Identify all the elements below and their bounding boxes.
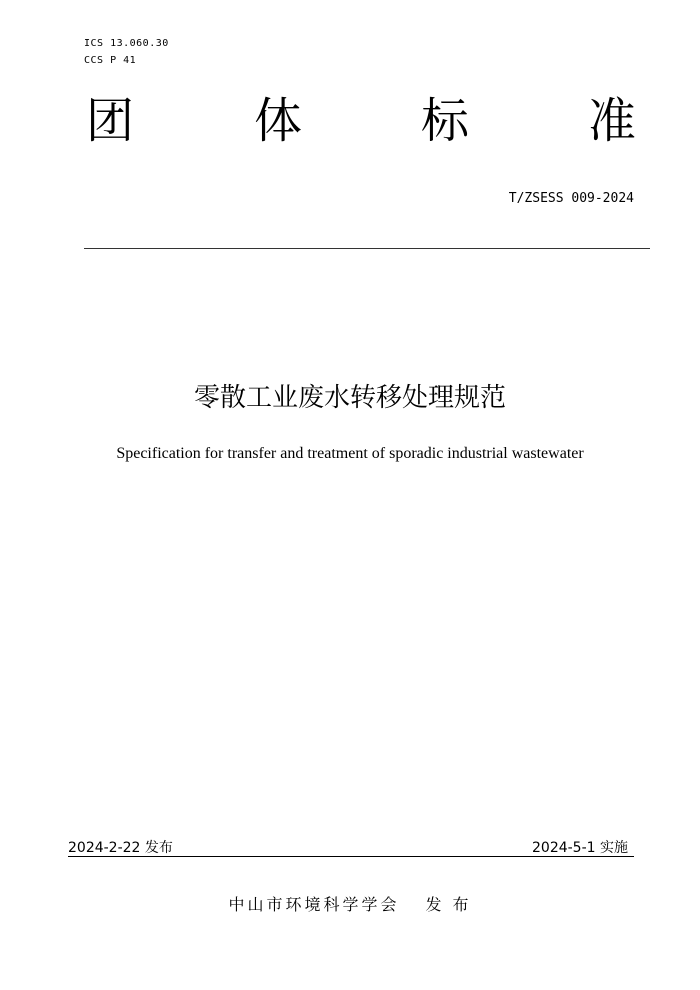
- ics-code: ICS 13.060.30: [84, 38, 169, 49]
- standard-type-char-2: 体: [254, 93, 303, 149]
- header-divider: [84, 248, 650, 249]
- document-title-en: Specification for transfer and treatment of sporadic industrial wastewater: [116, 445, 584, 462]
- standard-type-char-1: 团: [86, 93, 135, 149]
- standard-type-char-4: 准: [588, 93, 637, 149]
- document-title-cn: 零散工业废水转移处理规范: [193, 383, 506, 413]
- standard-number: T/ZSESS 009-2024: [508, 191, 634, 206]
- publisher-line: [0, 895, 700, 915]
- release-date: 2024-2-22 发布: [68, 840, 173, 856]
- standard-type-char-3: 标: [421, 93, 470, 149]
- footer-divider: [68, 856, 634, 857]
- ccs-code: CCS P 41: [84, 55, 137, 66]
- effective-date: 2024-5-1 实施: [532, 840, 628, 856]
- publisher-name: 中山市环境科学学会: [228, 895, 400, 914]
- publish-verb: 发 布: [425, 895, 472, 914]
